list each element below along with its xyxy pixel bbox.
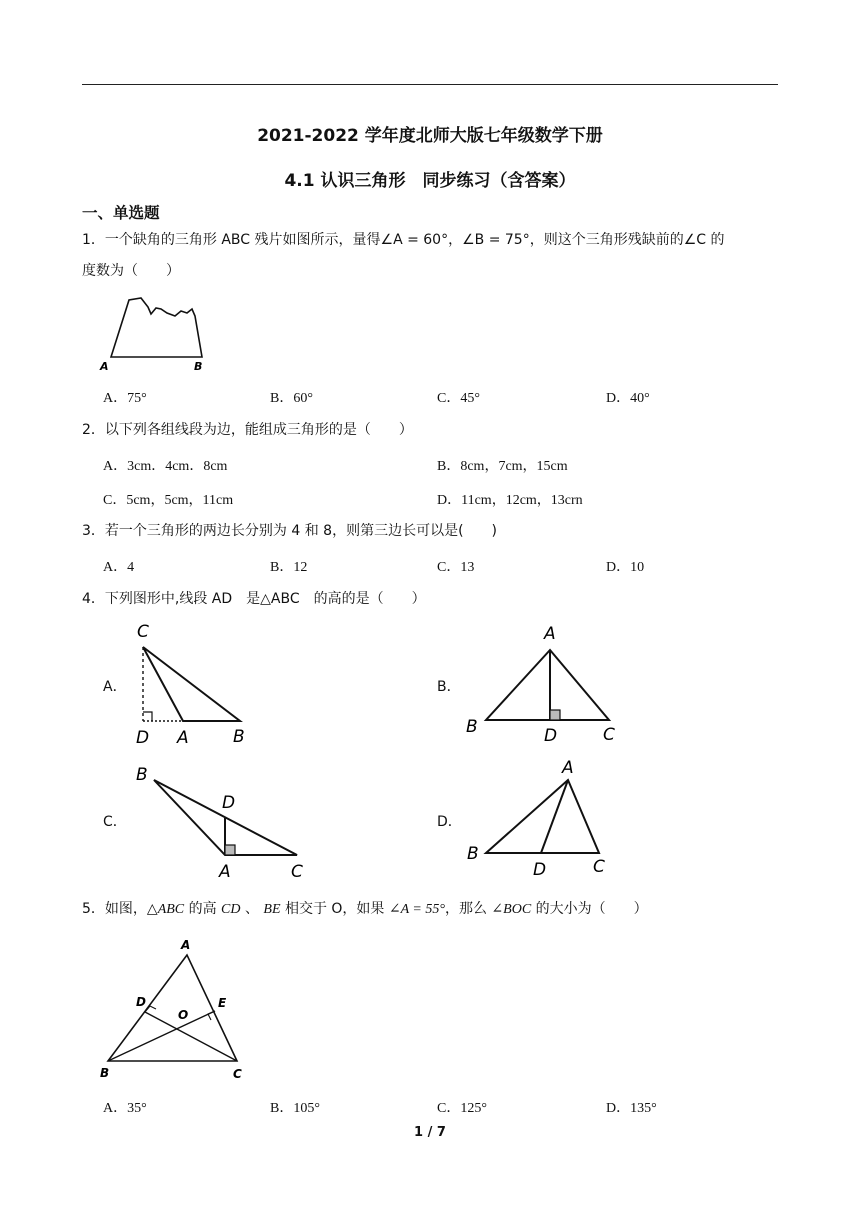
q4-option-c[interactable]: C． <box>103 814 127 830</box>
q4a-label-c: C <box>137 622 149 642</box>
q1-label-a: A <box>100 360 109 373</box>
q2-option-a[interactable]: A．3cm．4cm．8cm <box>103 459 228 474</box>
q2-option-b[interactable]: B．8cm，7cm，15cm <box>437 459 568 474</box>
q5-triangle: △ABC <box>146 902 185 917</box>
q4d-label-d: D <box>533 860 547 880</box>
q4c-label-d: D <box>222 793 236 813</box>
q5-angle-a: ∠A = 55° <box>388 902 445 917</box>
q2-option-d[interactable]: D．11cm，12cm，13crn <box>437 493 583 508</box>
q1-option-c[interactable]: C．45° <box>437 391 480 406</box>
q4b-label-b: B <box>466 717 478 737</box>
q4b-label-a: A <box>544 624 556 644</box>
q5-prefix: 5．如图， <box>82 901 147 917</box>
q4-figure-b <box>460 620 625 750</box>
q4c-label-a: A <box>219 862 231 882</box>
q5-figure <box>95 935 255 1085</box>
section-heading: 一、单选题 <box>82 204 160 222</box>
q5-label-c: C <box>233 1067 242 1081</box>
q5-mid4: ，那么 <box>444 901 492 917</box>
q5-label-o: O <box>178 1008 189 1022</box>
q5-option-b[interactable]: B．105° <box>270 1101 320 1116</box>
q5-suffix: 的大小为（ ） <box>531 901 648 917</box>
q1-text-line2: 度数为（ ） <box>82 263 180 279</box>
q4-option-b[interactable]: B． <box>437 679 461 695</box>
q5-option-d[interactable]: D．135° <box>606 1101 657 1116</box>
q5-label-a: A <box>181 938 191 952</box>
q4-option-d[interactable]: D． <box>437 814 462 830</box>
q3-text: 3．若一个三角形的两边长分别为 4 和 8，则第三边长可以是( ) <box>82 523 497 539</box>
doc-title: 2021-2022 学年度北师大版七年级数学下册 <box>257 126 603 146</box>
q5-text <box>82 896 648 923</box>
q4d-label-a: A <box>562 758 574 778</box>
q4-figure-d <box>460 755 620 880</box>
q5-option-c[interactable]: C．125° <box>437 1101 487 1116</box>
q4a-label-d: D <box>136 728 150 748</box>
q4-figure-c <box>130 760 310 885</box>
q4-option-a[interactable]: A． <box>103 679 127 695</box>
q4c-label-c: C <box>291 862 303 882</box>
q5-angle-boc: ∠BOC <box>491 902 532 917</box>
q4a-label-a: A <box>177 728 189 748</box>
q1-option-d[interactable]: D．40° <box>606 391 650 406</box>
q1-option-b[interactable]: B．60° <box>270 391 313 406</box>
q1-label-b: B <box>194 360 203 373</box>
q5-label-e: E <box>218 996 227 1010</box>
header-rule <box>82 84 778 85</box>
q1-broken-triangle <box>111 298 202 357</box>
q3-option-a[interactable]: A．4 <box>103 560 135 575</box>
q4d-label-b: B <box>467 844 479 864</box>
q5-cd: CD <box>221 902 241 917</box>
q4-figure-a <box>130 615 255 750</box>
q4c-label-b: B <box>136 765 148 785</box>
q3-option-c[interactable]: C．13 <box>437 560 475 575</box>
q5-mid2: 、 <box>240 901 264 917</box>
q1-option-a[interactable]: A．75° <box>103 391 147 406</box>
q4b-label-c: C <box>603 725 615 745</box>
q5-be: BE <box>263 902 281 917</box>
q4d-label-c: C <box>593 857 605 877</box>
q5-option-a[interactable]: A．35° <box>103 1101 147 1116</box>
page-number: 1 / 7 <box>414 1125 446 1140</box>
q3-option-d[interactable]: D．10 <box>606 560 645 575</box>
q3-option-b[interactable]: B．12 <box>270 560 308 575</box>
q5-mid1: 的高 <box>184 901 222 917</box>
q5-label-b: B <box>100 1066 110 1080</box>
q4b-label-d: D <box>544 726 558 746</box>
q5-label-d: D <box>136 995 146 1009</box>
q5-mid3: 相交于 O，如果 <box>280 901 389 917</box>
q1-figure <box>95 292 215 374</box>
q2-option-c[interactable]: C．5cm，5cm，11cm <box>103 493 234 508</box>
q2-text: 2．以下列各组线段为边，能组成三角形的是（ ） <box>82 422 413 438</box>
q1-text-line1: 1．一个缺角的三角形 ABC 残片如图所示，量得∠A = 60°，∠B = 75°，则这个三角形残缺前的∠C 的 <box>82 232 725 248</box>
q4-text: 4．下列图形中,线段 AD 是△ABC 的高的是（ ） <box>82 591 426 607</box>
q4a-label-b: B <box>233 727 245 747</box>
doc-subtitle: 4.1 认识三角形 同步练习（含答案） <box>284 171 576 191</box>
